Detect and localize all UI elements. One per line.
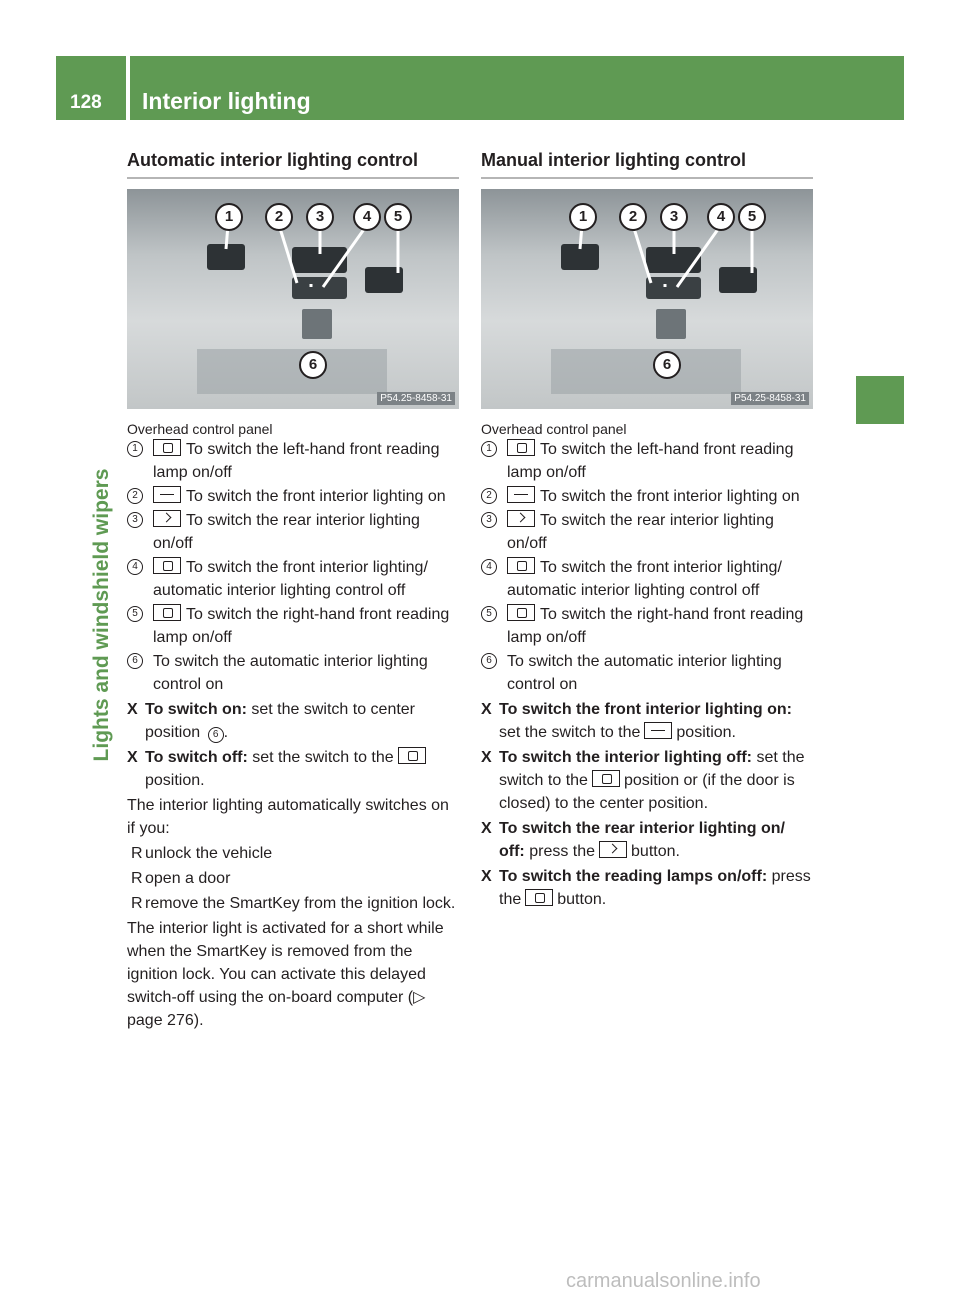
instruction-step [481,817,813,863]
reading-lamp-icon [507,439,535,456]
rear-interior-light-icon [153,510,181,527]
legend-item [481,603,813,649]
watermark: carmanualsonline.info [566,1270,761,1292]
legend-number: 2 [481,488,497,504]
reading-lamp-icon [153,439,181,456]
legend-text: To switch the rear interior lighting on/off [507,512,774,552]
legend-number: 1 [481,441,497,457]
rear-interior-light-icon [507,510,535,527]
overhead-panel-photo [127,189,459,409]
list-item-text: remove the SmartKey from the ignition lock. [145,895,456,912]
legend-number: 5 [481,606,497,622]
legend-item [481,485,813,508]
callout-2: 2 [619,203,647,231]
list-item-text: open a door [145,870,231,887]
header-bar [56,56,904,120]
legend-number: 6 [127,653,143,669]
callout-5: 5 [384,203,412,231]
step-text: set the switch to the [499,724,641,741]
legend-text: To switch the front interior lighting/ automatic interior lighting control off [507,559,782,599]
step-arrow-icon: X [481,749,492,766]
image-code: P54.25-8458-31 [377,392,455,405]
overhead-panel-photo [481,189,813,409]
list-item [127,867,459,890]
page-reference[interactable]: (▷ page 276). [127,989,426,1029]
legend-text: To switch the front interior lighting on [540,488,800,505]
callout-6: 6 [299,351,327,379]
step-text: button. [557,891,607,908]
paragraph-text: The interior light is activated for a short while when the SmartKey is removed from the ignition lock. You can activate this delayed switch-off using the on-board computer [127,920,444,1006]
instruction-step [127,746,459,792]
legend-text: To switch the left-hand front reading lamp on/off [153,441,440,481]
interior-light-off-icon [592,770,620,787]
step-label: To switch the rear interior lighting on/ off: [499,820,785,860]
callout-3: 3 [306,203,334,231]
legend-item [127,438,459,484]
header-divider [126,56,130,120]
step-text: press the [499,868,811,908]
rear-interior-light-icon [599,841,627,858]
legend-number: 1 [127,441,143,457]
paragraph: The interior lighting automatically switches on if you: [127,797,449,837]
step-label: To switch the front interior lighting on: [499,701,792,718]
callout-4: 4 [353,203,381,231]
callout-4: 4 [707,203,735,231]
instruction-step [481,698,813,744]
panel-caption: Overhead control panel [481,421,627,437]
callout-2: 2 [265,203,293,231]
front-interior-light-icon [644,722,672,739]
callout-5: 5 [738,203,766,231]
right-column [481,150,813,911]
step-arrow-icon: X [127,749,138,766]
legend-number: 6 [481,653,497,669]
legend-text: To switch the front interior lighting/ automatic interior lighting control off [153,559,428,599]
side-chapter-text: Lights and windshield wipers [90,468,113,762]
paragraph [127,917,459,1032]
callout-3: 3 [660,203,688,231]
list-item-text: unlock the vehicle [145,845,273,862]
interior-light-off-icon [153,557,181,574]
legend-item [481,438,813,484]
step-text: press the [529,843,596,860]
legend-item [127,485,459,508]
left-column [127,150,459,1032]
step-text: position or (if the door is closed) to the center position. [499,772,795,812]
front-interior-light-icon [507,486,535,503]
step-text: button. [631,843,680,860]
step-arrow-icon: X [481,820,492,837]
panel-caption: Overhead control panel [127,421,273,437]
instruction-step [481,746,813,815]
step-arrow-icon: X [127,701,138,718]
step-text: set the switch to the [499,749,805,789]
reading-lamp-icon [525,889,553,906]
bullet-icon: R [131,845,143,862]
callout-6: 6 [653,351,681,379]
legend-item [127,650,459,696]
legend-text: To switch the rear interior lighting on/off [153,512,420,552]
step-label: To switch off: [145,749,248,766]
step-text: position. [145,772,205,789]
chapter-title: Interior lighting [142,88,311,114]
reading-lamp-icon [153,604,181,621]
ref-number: 6 [208,727,224,743]
legend-text: To switch the automatic interior lighting control on [507,653,782,693]
step-text: set the switch to center position [145,701,416,741]
legend-text: To switch the front interior lighting on [186,488,446,505]
legend-item [481,650,813,696]
interior-light-off-icon [507,557,535,574]
callout-1: 1 [215,203,243,231]
step-label: To switch the reading lamps on/off: [499,868,768,885]
legend-number: 3 [481,512,497,528]
legend-item [127,509,459,555]
legend-number: 3 [127,512,143,528]
list-item [127,842,459,865]
page-number: 128 [70,92,102,113]
chapter-tab-marker [856,376,904,424]
legend-number: 4 [481,559,497,575]
legend-number: 5 [127,606,143,622]
front-interior-light-icon [153,486,181,503]
legend-text: To switch the automatic interior lighting control on [153,653,428,693]
step-text: set the switch to the [252,749,394,766]
reading-lamp-icon [507,604,535,621]
bullet-icon: R [131,870,143,887]
legend-number: 2 [127,488,143,504]
step-text: position. [676,724,736,741]
step-label: To switch on: [145,701,247,718]
side-chapter-label [78,415,126,815]
section-title-automatic: Automatic interior lighting control [127,150,459,179]
legend-item [127,556,459,602]
callout-1: 1 [569,203,597,231]
section-title-manual: Manual interior lighting control [481,150,813,179]
legend-text: To switch the right-hand front reading lamp on/off [507,606,804,646]
legend-text: To switch the left-hand front reading lamp on/off [507,441,794,481]
step-arrow-icon: X [481,701,492,718]
bullet-icon: R [131,895,143,912]
list-item [127,892,459,915]
instruction-step [481,865,813,911]
legend-number: 4 [127,559,143,575]
legend-item [481,509,813,555]
step-arrow-icon: X [481,868,492,885]
image-code: P54.25-8458-31 [731,392,809,405]
step-label: To switch the interior lighting off: [499,749,753,766]
legend-text: To switch the right-hand front reading lamp on/off [153,606,450,646]
legend-item [481,556,813,602]
interior-light-off-icon [398,747,426,764]
legend-item [127,603,459,649]
instruction-step: X To switch on: set the switch to center position 6 . [127,698,459,744]
